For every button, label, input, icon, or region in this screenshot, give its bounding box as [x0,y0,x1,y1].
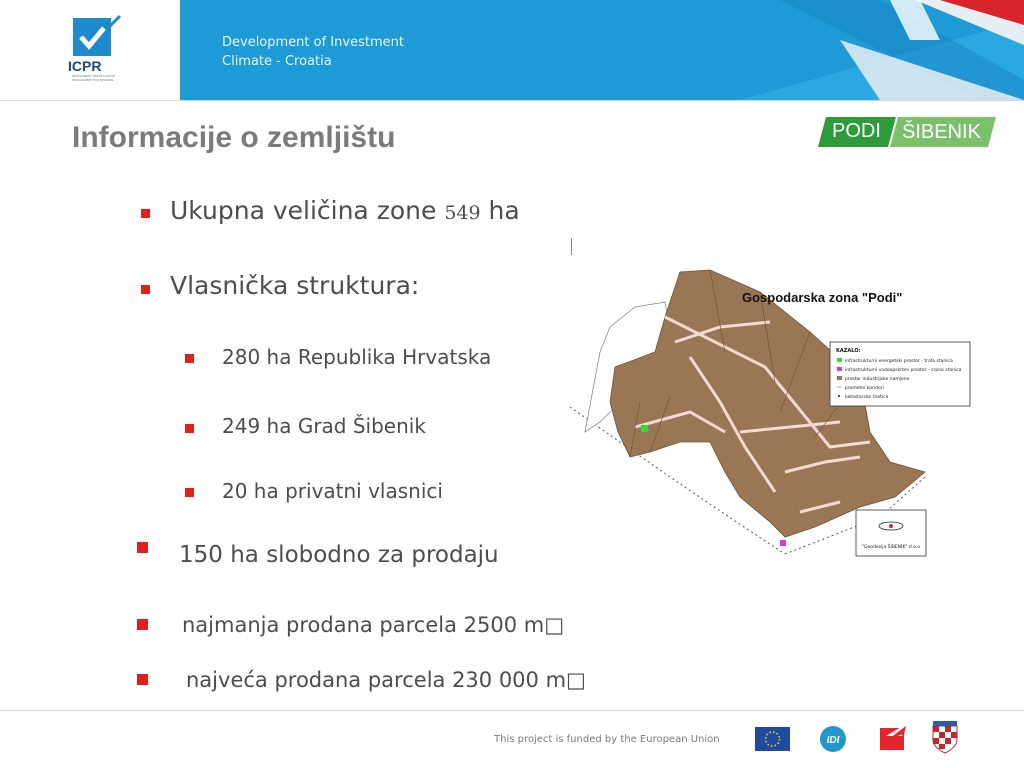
zone-size-value: 549 [444,202,481,224]
logo-tagline: INVESTMENT CERTIFICATION PROGRAMME FOR REGIONS [72,74,115,82]
legend-swatch [837,358,842,362]
bullet-marker [185,488,194,497]
legend-title: KAZALO: [836,348,861,354]
legend-swatch [838,395,840,397]
checkmark-icon [73,18,111,56]
bullet-marker [185,424,194,433]
badge-podi: PODI [832,120,881,142]
bullet-marker [137,542,148,553]
owner-republic: 280 ha Republika Hrvatska [222,345,492,369]
largest-parcel: najveća prodana parcela 230 000 m□ [186,668,586,692]
eu-funding-note: This project is funded by the European Union [494,734,720,745]
bullet-marker [137,619,148,630]
owner-private: 20 ha privatni vlasnici [222,479,443,503]
free-for-sale: 150 ha slobodno za prodaju [179,542,499,568]
zone-size-unit: ha [488,196,520,225]
zone-size-label: Ukupna veličina zone [170,196,437,225]
legend-item: infrastrukturni energetski prostor - trafo stanica [845,359,953,364]
idi-logo-icon [818,724,848,754]
bullet-marker [185,354,194,363]
bullet-marker [141,209,150,218]
pencil-icon [108,14,122,28]
header-title-line1: Development of Investment [222,35,404,50]
map-title: Gospodarska zona "Podi" [742,290,903,305]
compass-center [889,524,893,528]
pump-station-marker [780,540,786,546]
legend-item: prostor industrijske namjene [845,377,910,382]
bullet-marker [141,285,150,294]
header-title-line2: Climate - Croatia [222,54,332,69]
legend-swatch [837,376,842,380]
badge-sibenik: ŠIBENIK [902,121,981,143]
legend-item: infrastrukturni vodoopskrbni prostor - crpna stanica [845,368,962,373]
croatia-coat-of-arms-icon [930,720,960,754]
zone-map [540,232,980,562]
ownership-label: Vlasnička struktura: [170,271,420,300]
footer-divider [0,710,1024,711]
agency-logo-icon [876,722,908,752]
legend-swatch [837,367,842,371]
eu-flag-icon [755,727,790,751]
page-title: Informacije o zemljištu [72,121,396,154]
trafo-station-marker [641,425,648,432]
header-divider [0,100,1024,101]
svg-text:IDI: IDI [826,735,840,746]
header [0,0,1024,100]
owner-city: 249 ha Grad Šibenik [222,414,426,438]
legend-item: prometni koridori [845,386,884,391]
legend-item: katastarske čestice [845,395,889,400]
zone-size [170,196,520,225]
header-title [222,33,404,71]
icpr-logo [0,0,180,100]
logo-text: ICPR [68,58,102,74]
bullet-marker [137,674,148,685]
stamp-text: "Geodezija ŠIBENIK" d.o.o [861,545,921,550]
smallest-parcel: najmanja prodana parcela 2500 m□ [182,613,565,637]
